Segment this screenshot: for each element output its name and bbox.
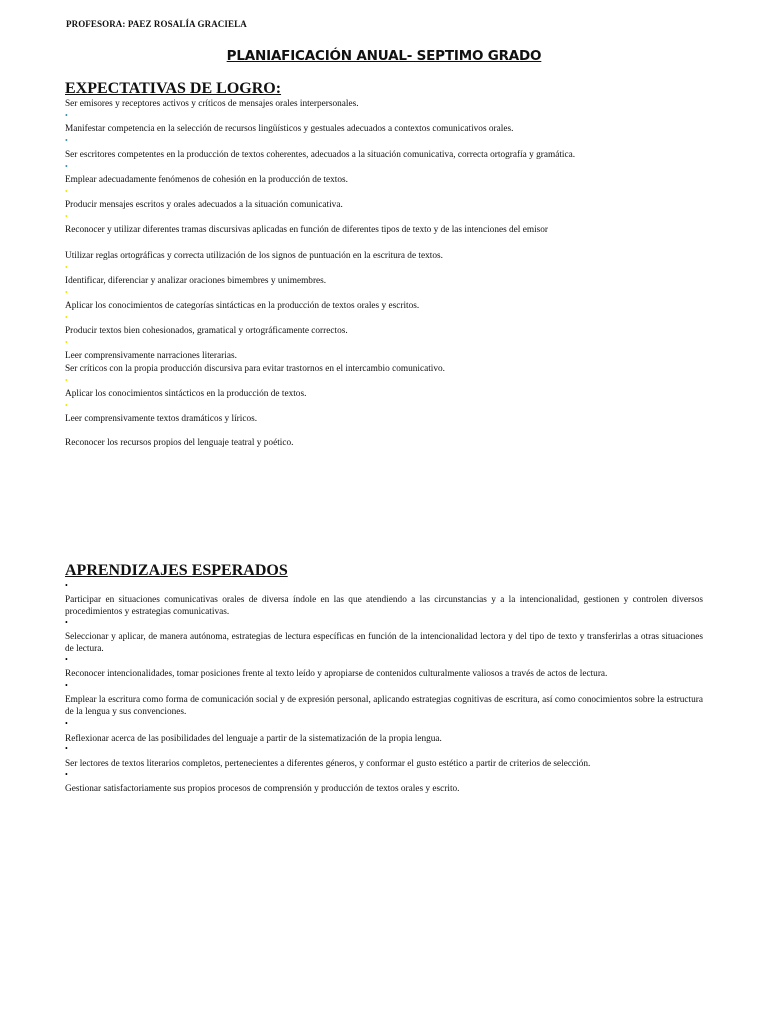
- expectativa-item: Emplear adecuadamente fenómenos de cohesión en la producción de textos.: [65, 175, 348, 185]
- expectativa-item: Producir mensajes escritos y orales adecuados a la situación comunicativa.: [65, 200, 343, 210]
- expectativa-item: Leer comprensivamente narraciones literarias.: [65, 351, 237, 361]
- bullet-icon: •: [65, 313, 68, 322]
- bullet-icon: •: [65, 288, 68, 297]
- expectativa-item: Aplicar los conocimientos sintácticos en la producción de textos.: [65, 389, 307, 399]
- expectativa-item: Utilizar reglas ortográficas y correcta utilización de los signos de puntuación en la escritura de textos.: [65, 251, 443, 261]
- expectativa-item: Leer comprensivamente textos dramáticos y líricos.: [65, 414, 258, 424]
- aprendizaje-item: Ser lectores de textos literarios completos, pertenecientes a diferentes géneros, y conformar el gusto estético a partir de criterios de selección.: [65, 759, 591, 769]
- expectativa-item: Producir textos bien cohesionados, gramatical y ortográficamente correctos.: [65, 326, 348, 336]
- bullet-icon: •: [65, 618, 68, 627]
- page-title: PLANIAFICACIÓN ANUAL- SEPTIMO GRADO: [226, 48, 542, 64]
- bullet-icon: •: [65, 719, 68, 728]
- teacher-name: PROFESORA: PAEZ ROSALÍA GRACIELA: [66, 19, 247, 29]
- expectativa-item: Identificar, diferenciar y analizar oraciones bimembres y unimembres.: [65, 276, 327, 286]
- section-heading-aprendizajes: APRENDIZAJES ESPERADOS: [65, 562, 288, 579]
- bullet-icon: •: [65, 401, 68, 410]
- bullet-icon: •: [65, 744, 68, 753]
- expectativa-item: Ser emisores y receptores activos y críticos de mensajes orales interpersonales.: [65, 99, 359, 109]
- bullet-icon: •: [65, 263, 68, 272]
- bullet-icon: •: [65, 770, 68, 779]
- aprendizaje-item: Seleccionar y aplicar, de manera autónoma, estrategias de lectura específicas en función de la intencionalidad lectora y del tipo de texto y transferirlas a otras situaciones de lectura.: [65, 632, 703, 654]
- bullet-icon: •: [65, 187, 68, 196]
- expectativa-item: Manifestar competencia en la selección de recursos lingüísticos y gestuales adecuados a contextos comunicativos orales.: [65, 124, 514, 134]
- bullet-icon: •: [65, 111, 68, 120]
- section-heading-expectativas: EXPECTATIVAS DE LOGRO:: [65, 80, 282, 97]
- aprendizaje-item: Emplear la escritura como forma de comunicación social y de expresión personal, aplicando estrategias cognitivas de escritura, así como conocimientos sobre la estructura de la lengua y sus convenciones.: [65, 695, 703, 717]
- expectativa-item: Reconocer y utilizar diferentes tramas discursivas aplicadas en función de diferentes tipos de texto y de las intenciones del emisor: [65, 225, 549, 235]
- bullet-icon: •: [65, 212, 68, 221]
- expectativa-item: Aplicar los conocimientos de categorías sintácticas en la producción de textos orales y escritos.: [65, 301, 420, 311]
- expectativa-item: Ser críticos con la propia producción discursiva para evitar trastornos en el intercambio comunicativo.: [65, 364, 446, 374]
- bullet-icon: •: [65, 581, 68, 590]
- bullet-icon: •: [65, 136, 68, 145]
- bullet-icon: •: [65, 338, 68, 347]
- bullet-icon: •: [65, 681, 68, 690]
- aprendizaje-item: Participar en situaciones comunicativas orales de diversa índole en las que atendiendo a las circunstancias y a la intencionalidad, gestionen y controlen diversos procedimientos y estrategias comunicativas.: [65, 595, 703, 617]
- aprendizaje-item: Reconocer intencionalidades, tomar posiciones frente al texto leído y apropiarse de contenidos culturalmente valiosos a través de actos de lectura.: [65, 669, 608, 679]
- expectativa-item: Reconocer los recursos propios del lenguaje teatral y poético.: [65, 438, 294, 448]
- expectativa-item: Ser escritores competentes en la producción de textos coherentes, adecuados a la situación comunicativa, correcta ortografía y gramática.: [65, 150, 576, 160]
- bullet-icon: •: [65, 162, 68, 171]
- bullet-icon: •: [65, 376, 68, 385]
- bullet-icon: •: [65, 655, 68, 664]
- aprendizaje-item: Gestionar satisfactoriamente sus propios procesos de comprensión y producción de textos orales y escrito.: [65, 784, 460, 794]
- aprendizaje-item: Reflexionar acerca de las posibilidades del lenguaje a partir de la sistematización de la propia lengua.: [65, 734, 442, 744]
